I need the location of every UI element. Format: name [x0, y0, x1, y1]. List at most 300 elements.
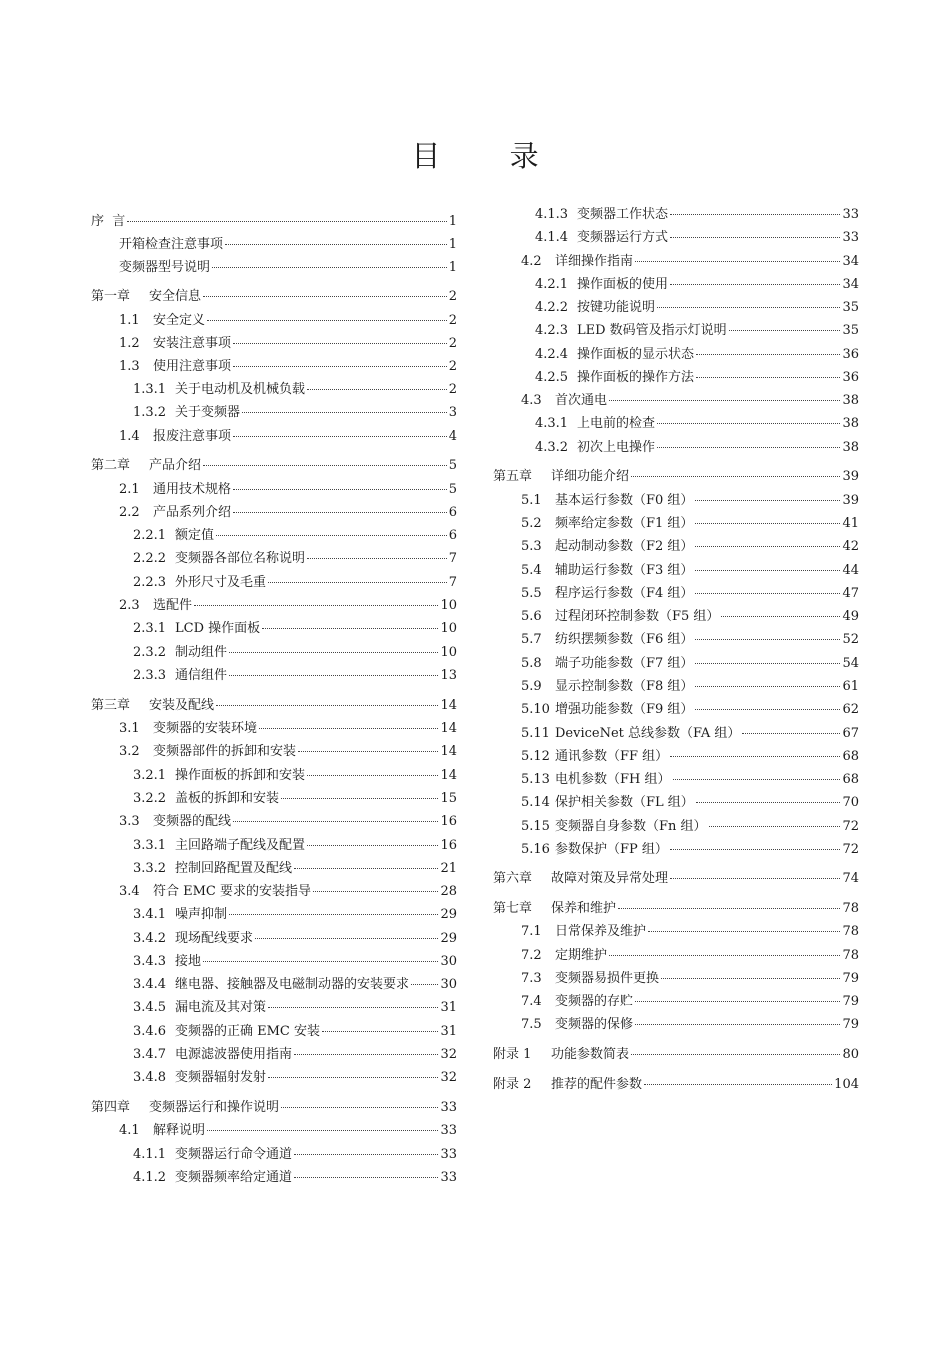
toc-page-number: 38	[842, 393, 859, 408]
toc-leader-dots	[268, 1007, 438, 1008]
toc-entry-title: 符合 EMC 要求的安装指导	[153, 884, 312, 899]
toc-entry-number: 1.3.1	[133, 382, 167, 397]
toc-entry[interactable]	[119, 720, 457, 737]
toc-leader-dots	[695, 593, 840, 594]
toc-entry[interactable]	[535, 415, 859, 432]
toc-page-number: 78	[842, 924, 859, 939]
toc-entry-number: 5.9	[521, 679, 542, 694]
toc-page-number: 79	[842, 994, 859, 1009]
toc-entry[interactable]	[521, 818, 859, 835]
toc-entry[interactable]	[493, 1046, 859, 1063]
toc-entry-number: 4.1.4	[535, 230, 569, 245]
toc-entry[interactable]	[133, 620, 457, 637]
toc-entry[interactable]	[521, 993, 859, 1010]
toc-entry-title: 变频器工作状态	[577, 207, 669, 222]
toc-page-number: 3	[448, 405, 457, 420]
toc-page-number: 16	[440, 838, 457, 853]
toc-entry-title: 推荐的配件参数	[551, 1077, 643, 1092]
toc-entry[interactable]	[133, 860, 457, 877]
toc-entry-title: 使用注意事项	[153, 359, 232, 374]
toc-leader-dots	[225, 244, 447, 245]
toc-entry-title: 详细功能介绍	[551, 469, 630, 484]
toc-leader-dots	[695, 570, 840, 571]
toc-entry[interactable]	[133, 999, 457, 1016]
toc-page-number: 34	[842, 277, 859, 292]
toc-leader-dots	[670, 849, 841, 850]
toc-entry[interactable]	[133, 790, 457, 807]
toc-leader-dots	[695, 639, 840, 640]
toc-entry-title: 首次通电	[555, 393, 608, 408]
toc-page-number: 78	[842, 901, 859, 916]
toc-leader-dots	[203, 961, 438, 962]
toc-page-number: 80	[842, 1047, 859, 1062]
toc-page-number: 33	[842, 230, 859, 245]
toc-entry-number: 第四章	[91, 1100, 131, 1115]
toc-entry[interactable]	[493, 468, 859, 485]
toc-entry-title: 保护相关参数（FL 组）	[555, 795, 694, 810]
toc-entry[interactable]	[91, 1099, 457, 1116]
toc-page-number: 33	[440, 1170, 457, 1185]
toc-entry-title: 详细操作指南	[555, 254, 634, 269]
toc-leader-dots	[194, 605, 438, 606]
toc-leader-dots	[670, 237, 840, 238]
toc-entry-number: 5.3	[521, 539, 542, 554]
toc-entry[interactable]	[133, 953, 457, 970]
toc-leader-dots	[233, 366, 447, 367]
toc-entry[interactable]	[119, 335, 457, 352]
toc-entry[interactable]	[91, 288, 457, 305]
toc-page-number: 28	[440, 884, 457, 899]
toc-entry-title: 日常保养及维护	[555, 924, 647, 939]
toc-leader-dots	[721, 616, 840, 617]
toc-entry-number: 5.11	[521, 726, 550, 741]
toc-entry[interactable]	[133, 527, 457, 544]
toc-entry-title: 额定值	[175, 528, 215, 543]
toc-leader-dots	[281, 798, 438, 799]
toc-entry-title: 解释说明	[153, 1123, 206, 1138]
toc-page-number: 16	[440, 814, 457, 829]
toc-entry-number: 5.10	[521, 702, 550, 717]
toc-leader-dots	[657, 307, 840, 308]
toc-entry-number: 7.2	[521, 948, 542, 963]
toc-page-number: 36	[842, 347, 859, 362]
toc-entry[interactable]	[521, 515, 859, 532]
toc-leader-dots	[618, 908, 840, 909]
toc-page-number: 32	[440, 1047, 457, 1062]
toc-entry-number: 5.6	[521, 609, 542, 624]
toc-leader-dots	[695, 546, 840, 547]
toc-leader-dots	[294, 1177, 438, 1178]
toc-leader-dots	[212, 267, 447, 268]
toc-leader-dots	[294, 1154, 438, 1155]
toc-entry-number: 1.4	[119, 429, 140, 444]
toc-entry-number: 1.3.2	[133, 405, 167, 420]
toc-page-number: 54	[842, 656, 859, 671]
toc-leader-dots	[307, 558, 447, 559]
toc-leader-dots	[259, 728, 438, 729]
toc-entry-number: 2.2.3	[133, 575, 167, 590]
toc-entry[interactable]	[521, 701, 859, 718]
toc-leader-dots	[631, 476, 840, 477]
toc-leader-dots	[695, 709, 840, 710]
toc-entry-title: 关于变频器	[175, 405, 241, 420]
toc-leader-dots	[307, 775, 438, 776]
toc-entry[interactable]	[119, 358, 457, 375]
toc-page-number: 44	[842, 563, 859, 578]
toc-entry[interactable]	[521, 631, 859, 648]
toc-entry-title: 选配件	[153, 598, 193, 613]
toc-leader-dots	[216, 535, 447, 536]
toc-entry-title: 变频器的保修	[555, 1017, 634, 1032]
toc-entry-number: 2.3.1	[133, 621, 167, 636]
toc-page-number: 14	[440, 721, 457, 736]
toc-entry-number: 4.1.2	[133, 1170, 167, 1185]
toc-page-number: 72	[842, 842, 859, 857]
toc-entry-number: 4.2	[521, 254, 542, 269]
toc-entry-title: 显示控制参数（F8 组）	[555, 679, 694, 694]
toc-page-number: 30	[440, 977, 457, 992]
toc-entry-title: 制动组件	[175, 645, 228, 660]
toc-leader-dots	[268, 1077, 438, 1078]
toc-entry[interactable]	[493, 1076, 859, 1093]
toc-entry-number: 4.3	[521, 393, 542, 408]
toc-entry-number: 7.4	[521, 994, 542, 1009]
toc-page-number: 74	[842, 871, 859, 886]
toc-entry-number: 3.3.2	[133, 861, 167, 876]
toc-entry-title: 控制回路配置及配线	[175, 861, 293, 876]
toc-entry-title: 操作面板的使用	[577, 277, 669, 292]
toc-page-number: 35	[842, 300, 859, 315]
toc-entry-title: 变频器部件的拆卸和安装	[153, 744, 297, 759]
toc-entry-title: LCD 操作面板	[175, 621, 261, 636]
toc-page-number: 32	[440, 1070, 457, 1085]
toc-leader-dots	[313, 891, 438, 892]
toc-entry[interactable]	[91, 213, 457, 230]
toc-entry-title: 通讯参数（FF 组）	[555, 749, 669, 764]
toc-entry-number: 5.14	[521, 795, 550, 810]
toc-leader-dots	[670, 284, 840, 285]
toc-entry[interactable]	[521, 841, 859, 858]
toc-entry-title: 过程闭环控制参数（F5 组）	[555, 609, 720, 624]
toc-entry[interactable]	[133, 550, 457, 567]
toc-entry[interactable]	[521, 725, 859, 742]
toc-entry-number: 3.3	[119, 814, 140, 829]
toc-entry-number: 3.2.2	[133, 791, 167, 806]
toc-entry[interactable]	[535, 299, 859, 316]
toc-entry-number: 4.1	[119, 1123, 140, 1138]
toc-entry[interactable]	[133, 1146, 457, 1163]
toc-page-number: 38	[842, 416, 859, 431]
toc-entry-number: 7.3	[521, 971, 542, 986]
toc-entry-title: 参数保护（FP 组）	[555, 842, 668, 857]
toc-entry[interactable]	[133, 574, 457, 591]
toc-entry-number: 3.4.6	[133, 1024, 167, 1039]
toc-entry-title: 保养和维护	[551, 901, 617, 916]
toc-page-number: 2	[448, 289, 457, 304]
toc-entry[interactable]	[521, 771, 859, 788]
toc-entry-number: 5.7	[521, 632, 542, 647]
toc-entry-title: 开箱检查注意事项	[119, 237, 224, 252]
toc-page-number: 14	[440, 698, 457, 713]
toc-page-number: 2	[448, 359, 457, 374]
toc-entry[interactable]	[535, 276, 859, 293]
toc-entry[interactable]	[119, 597, 457, 614]
toc-entry-number: 4.2.4	[535, 347, 569, 362]
toc-page-number: 1	[448, 260, 457, 275]
toc-page-number: 6	[448, 505, 457, 520]
toc-leader-dots	[695, 686, 840, 687]
toc-entry[interactable]	[521, 253, 859, 270]
toc-entry[interactable]	[133, 930, 457, 947]
toc-entry[interactable]	[119, 813, 457, 830]
toc-leader-dots	[635, 261, 840, 262]
toc-entry[interactable]	[521, 678, 859, 695]
toc-entry-title: DeviceNet 总线参数（FA 组）	[555, 726, 741, 741]
toc-entry-number: 3.3.1	[133, 838, 167, 853]
toc-entry-title: 通信组件	[175, 668, 228, 683]
toc-page-number: 61	[842, 679, 859, 694]
toc-page-number: 14	[440, 744, 457, 759]
toc-page-number: 68	[842, 749, 859, 764]
toc-entry[interactable]	[521, 970, 859, 987]
toc-entry[interactable]	[521, 923, 859, 940]
toc-entry-number: 5.13	[521, 772, 550, 787]
toc-leader-dots	[696, 802, 841, 803]
toc-entry[interactable]	[521, 492, 859, 509]
toc-leader-dots	[307, 845, 438, 846]
toc-page-number: 34	[842, 254, 859, 269]
toc-entry-title: 变频器运行命令通道	[175, 1147, 293, 1162]
toc-entry[interactable]	[493, 900, 859, 917]
toc-entry-title: 盖板的拆卸和安装	[175, 791, 280, 806]
toc-leader-dots	[233, 343, 447, 344]
toc-leader-dots	[673, 779, 841, 780]
toc-leader-dots	[229, 675, 438, 676]
toc-page-number: 68	[842, 772, 859, 787]
toc-leader-dots	[695, 663, 840, 664]
toc-entry[interactable]	[535, 322, 859, 339]
toc-entry[interactable]	[535, 206, 859, 223]
toc-leader-dots	[670, 756, 840, 757]
toc-entry[interactable]	[133, 381, 457, 398]
toc-leader-dots	[696, 354, 840, 355]
toc-entry-number: 3.4.7	[133, 1047, 167, 1062]
toc-page-number: 35	[842, 323, 859, 338]
toc-entry[interactable]	[133, 837, 457, 854]
toc-entry[interactable]	[133, 404, 457, 421]
toc-entry-title: 接地	[175, 954, 202, 969]
toc-leader-dots	[696, 377, 840, 378]
toc-entry-number: 第一章	[91, 289, 131, 304]
toc-entry-title: 噪声抑制	[175, 907, 228, 922]
toc-entry-title: 主回路端子配线及配置	[175, 838, 306, 853]
toc-entry-title: 安全定义	[153, 313, 206, 328]
toc-entry-number: 2.3.2	[133, 645, 167, 660]
toc-page-number: 5	[448, 482, 457, 497]
toc-page-number: 5	[448, 458, 457, 473]
toc-entry-number: 2.2	[119, 505, 140, 520]
toc-page-number: 47	[842, 586, 859, 601]
toc-entry-title: 漏电流及其对策	[175, 1000, 267, 1015]
toc-entry-number: 5.12	[521, 749, 550, 764]
toc-entry[interactable]	[119, 481, 457, 498]
toc-leader-dots	[609, 400, 840, 401]
toc-entry-number: 3.4	[119, 884, 140, 899]
toc-entry-number: 4.1.1	[133, 1147, 167, 1162]
toc-leader-dots	[322, 1031, 438, 1032]
toc-entry-number: 第七章	[493, 901, 533, 916]
toc-entry-title: 辅助运行参数（F3 组）	[555, 563, 694, 578]
toc-leader-dots	[709, 826, 841, 827]
toc-entry-title: 增强功能参数（F9 组）	[555, 702, 694, 717]
toc-entry-title: 变频器运行方式	[577, 230, 669, 245]
toc-entry-title: 变频器的安装环境	[153, 721, 258, 736]
toc-entry-title: 变频器频率给定通道	[175, 1170, 293, 1185]
toc-entry[interactable]	[133, 1169, 457, 1186]
toc-leader-dots	[233, 436, 447, 437]
toc-entry[interactable]	[521, 585, 859, 602]
toc-entry-number: 3.4.3	[133, 954, 167, 969]
toc-entry-title: 变频器辐射发射	[175, 1070, 267, 1085]
toc-entry-number: 第六章	[493, 871, 533, 886]
toc-entry[interactable]	[521, 748, 859, 765]
toc-page-number: 33	[842, 207, 859, 222]
toc-leader-dots	[635, 1024, 840, 1025]
toc-page-number: 29	[440, 931, 457, 946]
toc-entry-number: 附录 1	[493, 1047, 532, 1062]
toc-entry[interactable]	[133, 667, 457, 684]
toc-entry-number: 2.2.1	[133, 528, 167, 543]
toc-entry-title: 功能参数简表	[551, 1047, 630, 1062]
toc-entry-title: 产品介绍	[149, 458, 202, 473]
toc-leader-dots	[657, 423, 840, 424]
toc-page-number: 21	[440, 861, 457, 876]
toc-entry-number: 4.3.1	[535, 416, 569, 431]
toc-entry[interactable]	[521, 538, 859, 555]
toc-page-number: 67	[842, 726, 859, 741]
toc-entry[interactable]	[133, 1046, 457, 1063]
toc-page-number: 29	[440, 907, 457, 922]
toc-entry[interactable]	[133, 906, 457, 923]
toc-page-number: 4	[448, 429, 457, 444]
toc-leader-dots	[242, 412, 447, 413]
toc-leader-dots	[644, 1084, 832, 1085]
toc-entry-number: 附录 2	[493, 1077, 532, 1092]
toc-entry-title: 外形尺寸及毛重	[175, 575, 267, 590]
toc-entry[interactable]	[133, 1069, 457, 1086]
toc-leader-dots	[255, 938, 438, 939]
toc-entry[interactable]	[535, 229, 859, 246]
toc-leader-dots	[609, 955, 840, 956]
toc-leader-dots	[729, 330, 841, 331]
toc-leader-dots	[661, 978, 840, 979]
toc-leader-dots	[657, 447, 840, 448]
toc-entry[interactable]	[521, 655, 859, 672]
toc-entry[interactable]	[119, 259, 457, 276]
toc-leader-dots	[262, 628, 438, 629]
toc-entry[interactable]	[133, 644, 457, 661]
toc-page-number: 42	[842, 539, 859, 554]
toc-entry-number: 3.2	[119, 744, 140, 759]
toc-leader-dots	[648, 931, 840, 932]
toc-entry-number: 2.2.2	[133, 551, 167, 566]
toc-entry-title: 频率给定参数（F1 组）	[555, 516, 694, 531]
toc-leader-dots	[127, 221, 446, 222]
toc-entry[interactable]	[535, 439, 859, 456]
toc-entry[interactable]	[119, 1122, 457, 1139]
toc-entry-title: 定期维护	[555, 948, 608, 963]
toc-entry[interactable]	[535, 346, 859, 363]
toc-entry-title: 继电器、接触器及电磁制动器的安装要求	[175, 977, 410, 992]
toc-leader-dots	[229, 914, 438, 915]
toc-entry-title: 报废注意事项	[153, 429, 232, 444]
toc-entry-number: 第三章	[91, 698, 131, 713]
toc-leader-dots	[207, 1130, 438, 1131]
toc-entry[interactable]	[133, 976, 457, 993]
toc-entry-number: 5.4	[521, 563, 542, 578]
toc-entry[interactable]	[119, 743, 457, 760]
toc-entry-title: 操作面板的操作方法	[577, 370, 695, 385]
toc-entry-number: 5.16	[521, 842, 550, 857]
toc-page-number: 39	[842, 493, 859, 508]
toc-leader-dots	[233, 512, 447, 513]
toc-entry[interactable]	[535, 369, 859, 386]
toc-entry[interactable]	[119, 236, 457, 253]
toc-entry-title: 变频器各部位名称说明	[175, 551, 306, 566]
toc-entry-title: 通用技术规格	[153, 482, 232, 497]
toc-entry[interactable]	[119, 883, 457, 900]
toc-entry[interactable]	[133, 767, 457, 784]
toc-entry[interactable]	[119, 504, 457, 521]
toc-entry[interactable]	[521, 608, 859, 625]
toc-entry[interactable]	[133, 1023, 457, 1040]
toc-leader-dots	[203, 296, 447, 297]
toc-page-number: 70	[842, 795, 859, 810]
toc-entry-title: 上电前的检查	[577, 416, 656, 431]
toc-page-number: 79	[842, 1017, 859, 1032]
toc-page-number: 72	[842, 819, 859, 834]
toc-page-number: 2	[448, 336, 457, 351]
toc-entry-number: 1.3	[119, 359, 140, 374]
toc-entry[interactable]	[521, 794, 859, 811]
toc-entry[interactable]	[521, 1016, 859, 1033]
toc-page-number: 78	[842, 948, 859, 963]
toc-page-number: 39	[842, 469, 859, 484]
toc-leader-dots	[631, 1054, 840, 1055]
toc-entry[interactable]	[119, 312, 457, 329]
toc-entry[interactable]	[119, 428, 457, 445]
toc-leader-dots	[233, 489, 447, 490]
toc-entry-number: 7.5	[521, 1017, 542, 1032]
toc-entry-title: 安装及配线	[149, 698, 215, 713]
toc-page-number: 7	[448, 551, 457, 566]
toc-entry-number: 4.2.3	[535, 323, 569, 338]
toc-entry[interactable]	[91, 697, 457, 714]
toc-entry[interactable]	[521, 562, 859, 579]
toc-entry[interactable]	[521, 392, 859, 409]
toc-page-number: 7	[448, 575, 457, 590]
toc-entry-title: 变频器型号说明	[119, 260, 211, 275]
toc-entry-number: 3.1	[119, 721, 140, 736]
toc-entry-number: 4.2.5	[535, 370, 569, 385]
toc-leader-dots	[695, 500, 840, 501]
toc-entry[interactable]	[521, 947, 859, 964]
toc-entry-number: 3.4.2	[133, 931, 167, 946]
toc-entry-number: 3.4.5	[133, 1000, 167, 1015]
toc-entry[interactable]	[91, 457, 457, 474]
toc-entry[interactable]	[493, 870, 859, 887]
toc-entry-number: 5.15	[521, 819, 550, 834]
